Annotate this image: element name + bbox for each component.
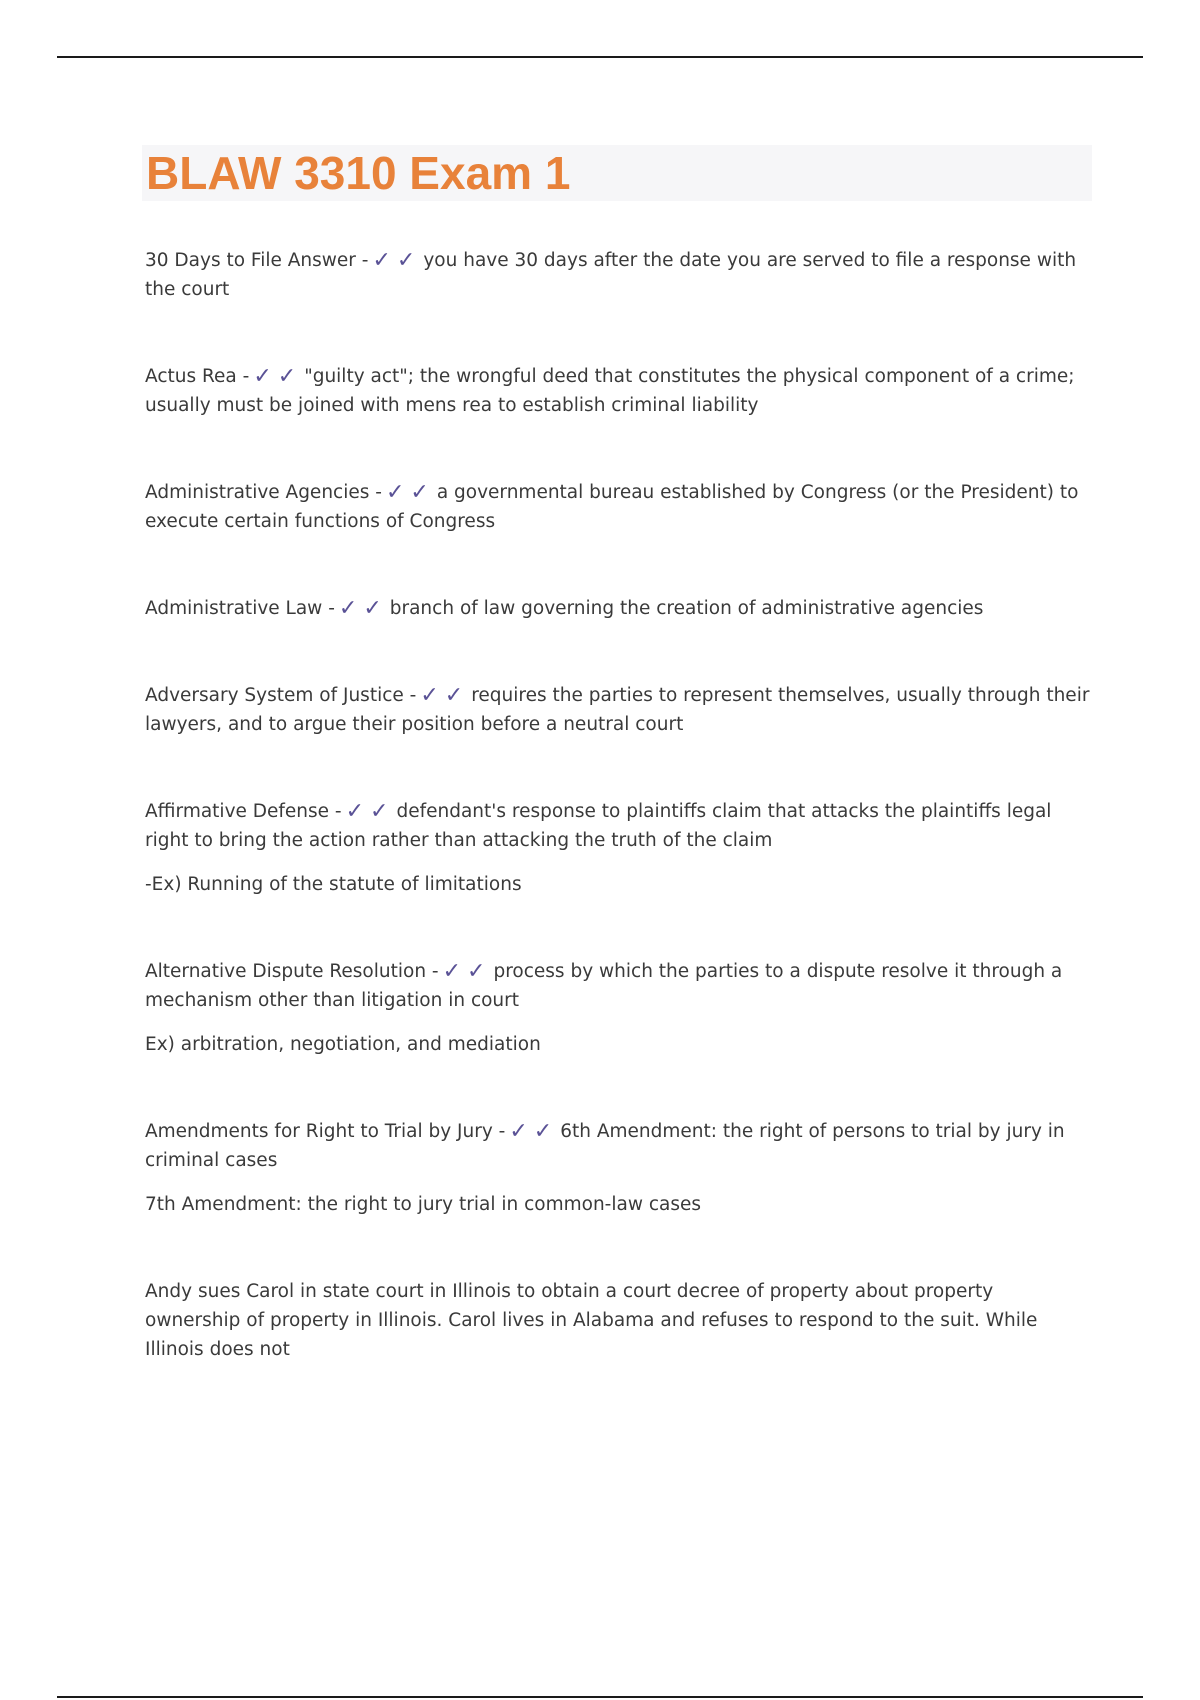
glossary-content	[145, 246, 1090, 1422]
checkmark-icon: ✓	[345, 799, 371, 824]
entry-text	[145, 246, 1090, 304]
trailing-paragraph: Andy sues Carol in state court in Illinois to obtain a court decree of property about property ownership of property in Illinois. Carol lives in Alabama and refuses to respond to the suit. While Illinois does not	[145, 1281, 1038, 1360]
checkmark-icon: ✓	[533, 1119, 559, 1144]
entry-term: Amendments for Right to Trial by Jury -	[145, 1121, 506, 1142]
glossary-entry	[145, 1277, 1090, 1364]
entry-definition: process by which the parties to a dispute resolve it through a mechanism other than litigation in court	[145, 961, 1063, 1011]
footer-rule	[57, 1696, 1143, 1698]
entry-term: Administrative Agencies -	[145, 482, 382, 503]
checkmarks	[442, 959, 492, 984]
glossary-entry	[145, 246, 1090, 304]
entry-text	[145, 957, 1090, 1015]
checkmark-icon: ✓	[277, 364, 303, 389]
entry-definition: "guilty act"; the wrongful deed that constitutes the physical component of a crime; usually must be joined with mens rea to establish criminal liability	[145, 366, 1075, 416]
entry-definition: 6th Amendment: the right of persons to trial by jury in criminal cases	[145, 1121, 1065, 1171]
header-rule	[57, 56, 1143, 58]
entry-definition: a governmental bureau established by Congress (or the President) to execute certain functions of Congress	[145, 482, 1079, 532]
entry-text	[145, 478, 1090, 536]
checkmark-icon: ✓	[410, 480, 435, 505]
glossary-entry	[145, 362, 1090, 420]
entry-term: Alternative Dispute Resolution -	[145, 961, 439, 982]
glossary-entry	[145, 797, 1090, 899]
document-title: BLAW 3310 Exam 1	[146, 147, 571, 199]
entry-term: Adversary System of Justice -	[145, 685, 417, 706]
checkmarks	[420, 683, 470, 708]
entry-text	[145, 362, 1090, 420]
checkmarks	[345, 799, 395, 824]
checkmark-icon: ✓	[372, 248, 397, 273]
entry-definition: branch of law governing the creation of administrative agencies	[389, 598, 984, 619]
entry-definition: you have 30 days after the date you are served to file a response with the court	[145, 250, 1077, 300]
checkmark-icon: ✓	[363, 596, 388, 621]
checkmark-icon: ✓	[253, 364, 278, 389]
entry-term: Administrative Law -	[145, 598, 335, 619]
checkmark-icon: ✓	[467, 959, 492, 984]
checkmarks	[253, 364, 303, 389]
checkmark-icon: ✓	[385, 480, 411, 505]
glossary-entry	[145, 594, 1090, 623]
checkmark-icon: ✓	[444, 683, 470, 708]
entry-example: 7th Amendment: the right to jury trial in common-law cases	[145, 1194, 702, 1215]
checkmark-icon: ✓	[370, 799, 395, 824]
glossary-entry	[145, 1117, 1090, 1219]
checkmark-icon: ✓	[396, 248, 422, 273]
entry-definition: requires the parties to represent themselves, usually through their lawyers, and to argue their position before a neutral court	[145, 685, 1090, 735]
entry-example: Ex) arbitration, negotiation, and mediation	[145, 1034, 541, 1055]
entry-term: Actus Rea -	[145, 366, 250, 387]
checkmarks	[385, 480, 435, 505]
checkmarks	[338, 596, 388, 621]
entry-definition: defendant's response to plaintiffs claim that attacks the plaintiffs legal right to bring the action rather than attacking the truth of the claim	[145, 801, 1052, 851]
entry-text	[145, 594, 1090, 623]
entry-text	[145, 681, 1090, 739]
entry-term: 30 Days to File Answer -	[145, 250, 369, 271]
checkmarks	[372, 248, 422, 273]
checkmark-icon: ✓	[442, 959, 468, 984]
entry-text	[145, 797, 1090, 855]
entry-example: -Ex) Running of the statute of limitations	[145, 874, 522, 895]
checkmark-icon: ✓	[420, 683, 445, 708]
entry-text	[145, 1117, 1090, 1175]
glossary-entry	[145, 478, 1090, 536]
glossary-entry	[145, 957, 1090, 1059]
checkmarks	[509, 1119, 559, 1144]
entry-term: Affirmative Defense -	[145, 801, 342, 822]
checkmark-icon: ✓	[338, 596, 364, 621]
checkmark-icon: ✓	[509, 1119, 534, 1144]
glossary-entry	[145, 681, 1090, 739]
